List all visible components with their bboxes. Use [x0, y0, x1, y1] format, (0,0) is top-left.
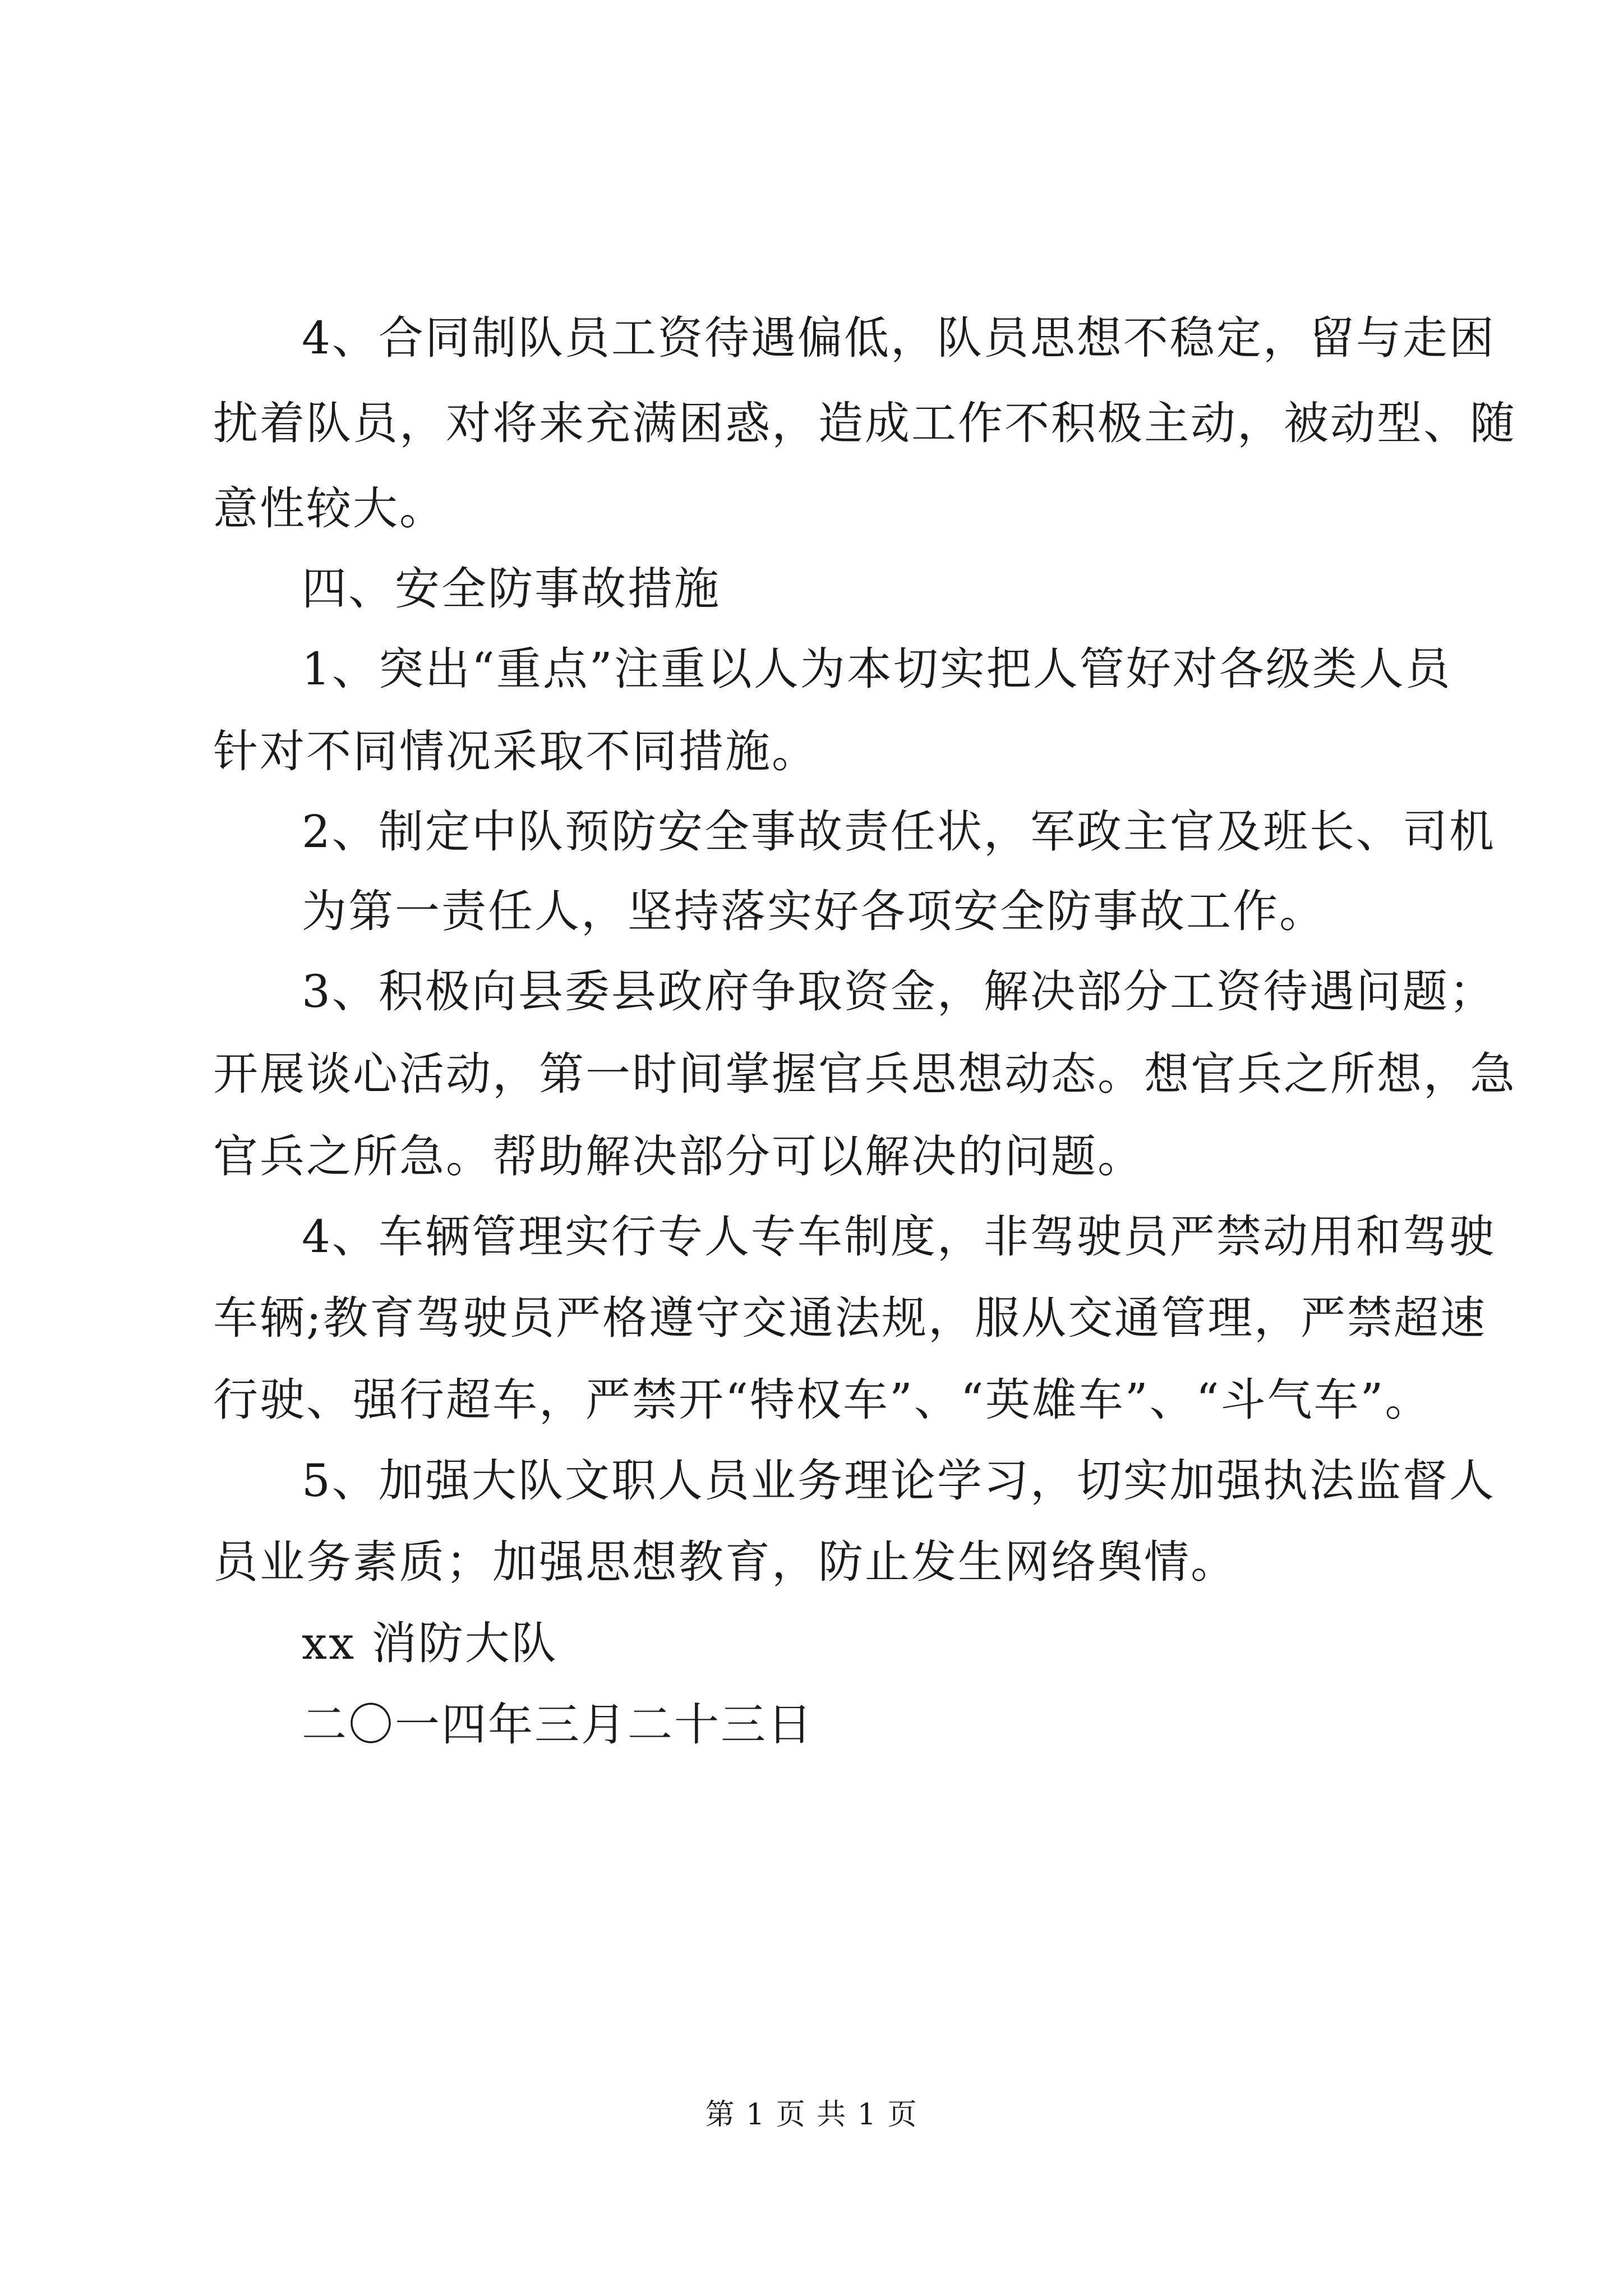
paragraph-line: 员业务素质；加强思想教育，防止发生网络舆情。 [213, 1536, 1237, 1588]
paragraph-line: 1、突出“重点”注重以人为本切实把人管好对各级类人员 [302, 643, 1452, 695]
section-heading: 四、安全防事故措施 [302, 563, 721, 615]
paragraph-line: 车辆;教育驾驶员严格遵守交通法规，服从交通管理，严禁超速 [213, 1292, 1487, 1344]
paragraph-line: 行驶、强行超车，严禁开“特权车”、“英雄车”、“斗气车”。 [213, 1374, 1432, 1426]
paragraph-line: 意性较大。 [213, 482, 446, 535]
signature-organization: xx 消防大队 [302, 1617, 558, 1669]
paragraph-line: 2、制定中队预防安全事故责任状，军政主官及班长、司机 [302, 806, 1496, 858]
paragraph-line: 为第一责任人，坚持落实好各项安全防事故工作。 [302, 885, 1326, 937]
paragraph-line: 开展谈心活动，第一时间掌握官兵思想动态。想官兵之所想，急 [213, 1048, 1516, 1100]
paragraph-line: 5、加强大队文职人员业务理论学习，切实加强执法监督人 [302, 1455, 1496, 1507]
paragraph-line: 4、合同制队员工资待遇偏低，队员思想不稳定，留与走困 [302, 312, 1496, 364]
paragraph-line: 官兵之所急。帮助解决部分可以解决的问题。 [213, 1130, 1144, 1182]
page-footer: 第 1 页 共 1 页 [705, 2098, 918, 2132]
paragraph-line: 针对不同情况采取不同措施。 [213, 725, 818, 777]
paragraph-line: 4、车辆管理实行专人专车制度，非驾驶员严禁动用和驾驶 [302, 1211, 1496, 1263]
signature-date: 二〇一四年三月二十三日 [302, 1699, 814, 1751]
paragraph-line: 扰着队员，对将来充满困惑，造成工作不积极主动，被动型、随 [213, 397, 1516, 449]
paragraph-line: 3、积极向县委县政府争取资金，解决部分工资待遇问题； [302, 965, 1496, 1018]
